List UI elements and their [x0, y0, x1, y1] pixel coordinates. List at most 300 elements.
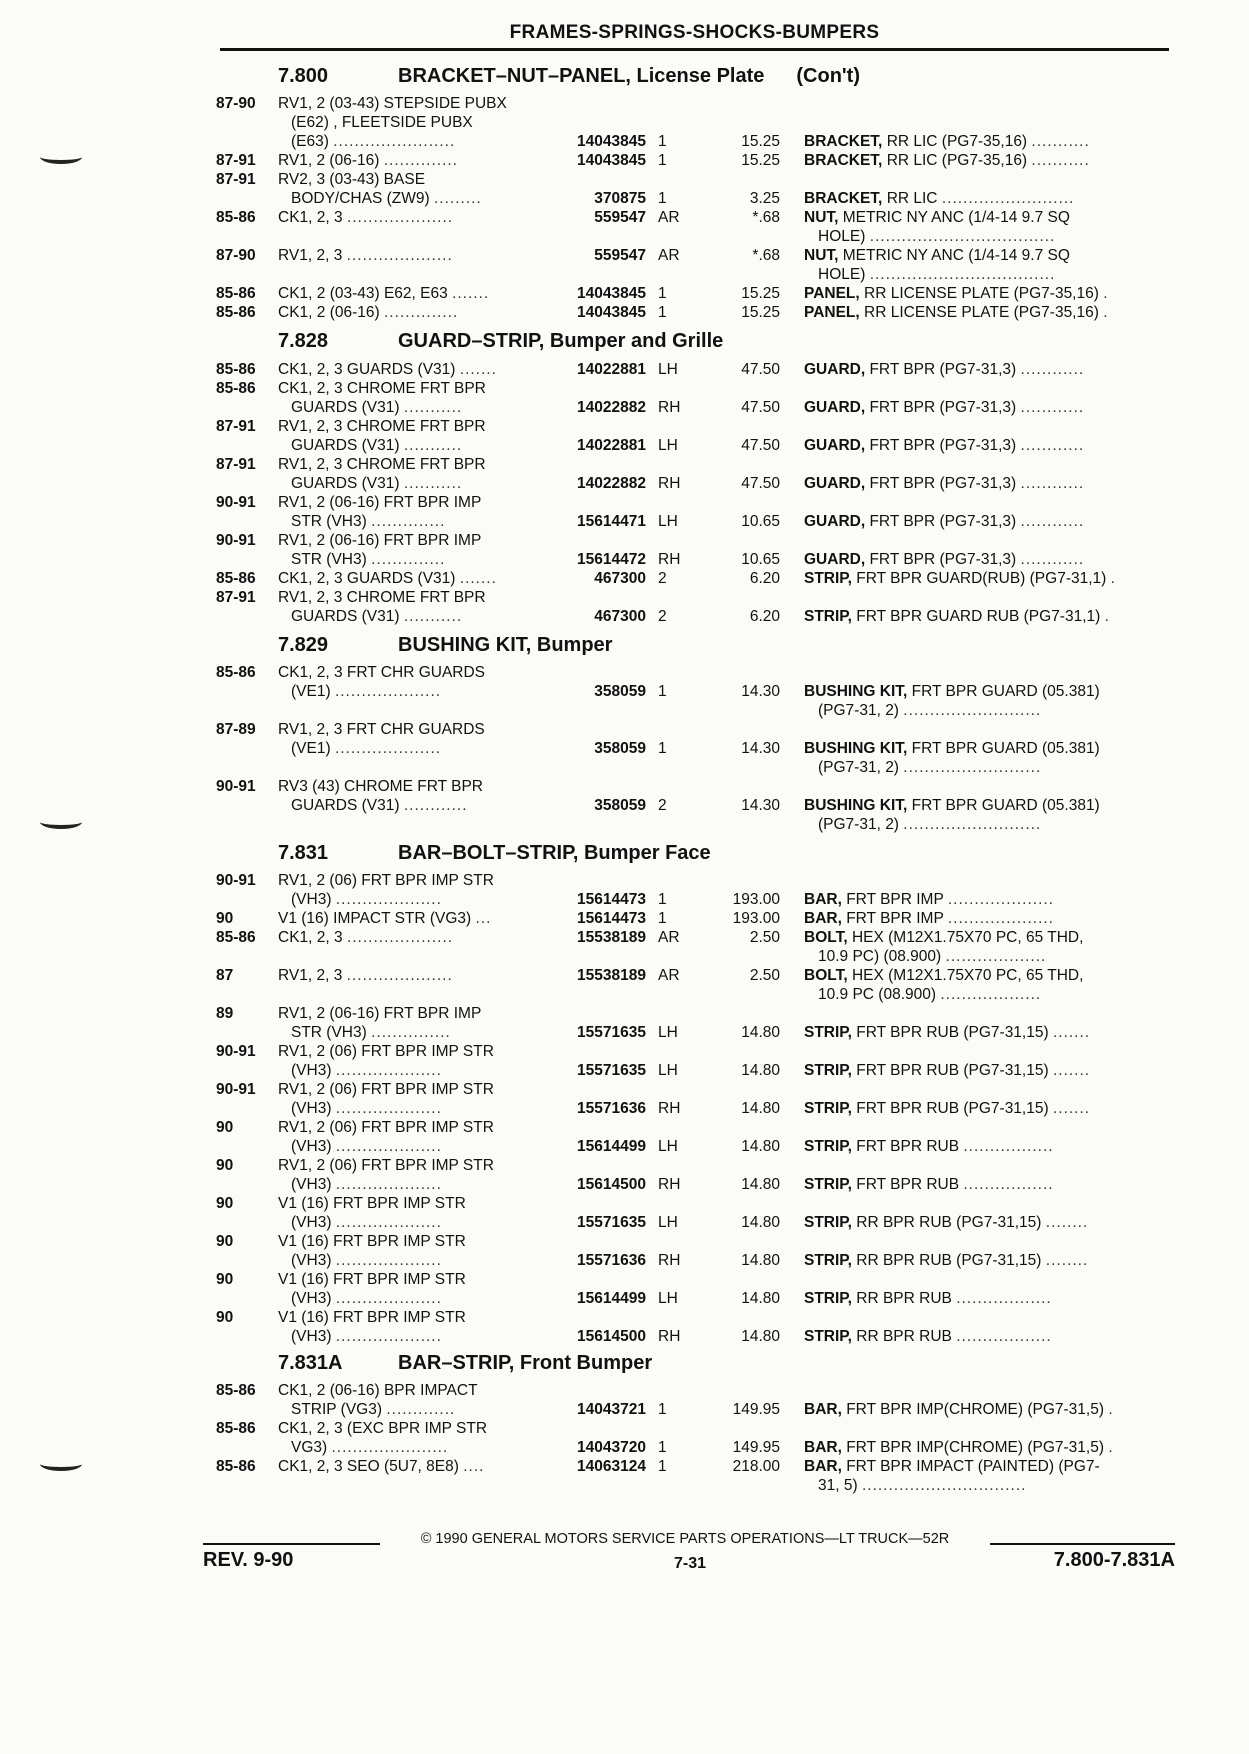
row-name: BUSHING KIT,: [804, 683, 908, 700]
row-name-detail: (PG7-31, 2): [818, 816, 899, 833]
row-year: 85-86: [216, 664, 256, 681]
header-rule: [220, 48, 1169, 51]
row-price: 10.65: [741, 551, 780, 568]
section-number: 7.831: [278, 842, 329, 864]
row-description: (VH3): [291, 1176, 332, 1193]
row-qty: AR: [658, 209, 680, 226]
row-qty: 1: [658, 133, 667, 150]
row-description: CK1, 2, 3 SEO (5U7, 8E8): [278, 1458, 459, 1475]
row-price: 14.80: [741, 1252, 780, 1269]
part-row-cont: 10.9 PC (08.900) ...................: [818, 986, 1042, 1003]
part-row: [0, 1118, 1249, 1137]
row-description: (VH3): [291, 1290, 332, 1307]
row-price: 14.30: [741, 683, 780, 700]
row-year: 87-91: [216, 418, 256, 435]
row-part-number: 370875: [594, 190, 646, 207]
row-part-number: 15614500: [577, 1328, 646, 1345]
row-year: 87-91: [216, 589, 256, 606]
row-part-number: 15571636: [577, 1100, 646, 1117]
row-name: BRACKET,: [804, 133, 883, 150]
row-description: GUARDS (V31): [291, 608, 400, 625]
row-qty: 1: [658, 1458, 667, 1475]
part-row: [0, 871, 1249, 890]
part-row-cont: GUARDS (V31) ........... 14022882 RH 47.50 GUARD, FRT BPR (PG7-31,3) ............: [291, 475, 1085, 492]
row-name: BOLT,: [804, 929, 848, 946]
row-year: 87-91: [216, 152, 256, 169]
row-name: GUARD,: [804, 399, 866, 416]
row-part-number: 14063124: [577, 1458, 646, 1475]
row-description: STR (VH3): [291, 1024, 367, 1041]
row-name: GUARD,: [804, 475, 866, 492]
row-name-detail: FRT BPR (PG7-31,3): [869, 399, 1017, 416]
row-name-detail: HEX (M12X1.75X70 PC, 65 THD,: [851, 967, 1084, 984]
row-price: 6.20: [749, 608, 780, 625]
row-name-detail: HOLE): [818, 228, 866, 245]
row-year: 85-86: [216, 304, 256, 321]
row-year: 89: [216, 1005, 234, 1022]
row-name: STRIP,: [804, 1024, 852, 1041]
row-price: 3.25: [749, 190, 780, 207]
row-year: 87-91: [216, 171, 256, 188]
part-row: 85-86 CK1, 2, 3 GUARDS (V31) ....... 14022881 LH 47.50 GUARD, FRT BPR (PG7-31,3) ............: [216, 361, 1085, 378]
row-name: BAR,: [804, 1439, 842, 1456]
row-year: 85-86: [216, 361, 256, 378]
row-name: PANEL,: [804, 304, 860, 321]
part-row: [0, 777, 1249, 796]
row-price: 149.95: [732, 1401, 780, 1418]
row-description: (VH3): [291, 1328, 332, 1345]
part-row-cont: STR (VH3) .............. 15614471 LH 10.65 GUARD, FRT BPR (PG7-31,3) ............: [291, 513, 1085, 530]
row-qty: AR: [658, 967, 680, 984]
part-row: [0, 531, 1249, 550]
row-part-number: 15614473: [577, 891, 646, 908]
row-description: CK1, 2, 3 GUARDS (V31): [278, 570, 456, 587]
section-number: 7.829: [278, 634, 329, 656]
row-name-detail: FRT BPR (PG7-31,3): [869, 513, 1017, 530]
row-year: 90-91: [216, 532, 256, 549]
row-qty: LH: [658, 361, 678, 378]
row-description: RV1, 2 (06) FRT BPR IMP STR: [278, 1081, 494, 1098]
row-price: 14.80: [741, 1176, 780, 1193]
row-name-detail: 10.9 PC) (08.900): [818, 948, 942, 965]
row-name-detail: FRT BPR IMP(CHROME) (PG7-31,5): [846, 1401, 1104, 1418]
part-row: [0, 417, 1249, 436]
row-description: RV1, 2, 3: [278, 967, 343, 984]
row-qty: 2: [658, 608, 667, 625]
section-heading: [278, 330, 723, 353]
row-year: 85-86: [216, 1382, 256, 1399]
row-year: 90-91: [216, 872, 256, 889]
row-part-number: 15571636: [577, 1252, 646, 1269]
part-row: [0, 1194, 1249, 1213]
row-description: GUARDS (V31): [291, 437, 400, 454]
part-row: [0, 1381, 1249, 1400]
row-name-detail: FRT BPR RUB: [856, 1176, 960, 1193]
row-description: CK1, 2 (03-43) E62, E63: [278, 285, 448, 302]
row-name: STRIP,: [804, 570, 852, 587]
row-description: RV1, 2, 3 FRT CHR GUARDS: [278, 721, 485, 738]
row-price: *.68: [752, 209, 780, 226]
row-year: 90: [216, 1271, 234, 1288]
row-year: 87-89: [216, 721, 256, 738]
row-qty: 1: [658, 285, 667, 302]
row-part-number: 358059: [594, 683, 646, 700]
row-year: 90: [216, 1119, 234, 1136]
section-title: BAR–STRIP, Front Bumper: [398, 1352, 653, 1374]
row-description: V1 (16) FRT BPR IMP STR: [278, 1271, 466, 1288]
row-part-number: 358059: [594, 797, 646, 814]
row-description: CK1, 2, 3 FRT CHR GUARDS: [278, 664, 486, 681]
row-name-detail: RR BPR RUB: [856, 1290, 952, 1307]
row-name: STRIP,: [804, 1138, 852, 1155]
row-price: 14.30: [741, 740, 780, 757]
row-name: STRIP,: [804, 608, 852, 625]
part-row: 87 RV1, 2, 3 .................... 15538189 AR 2.50 BOLT, HEX (M12X1.75X70 PC, 65 THD,: [216, 967, 1084, 984]
row-name: PANEL,: [804, 285, 860, 302]
row-name-detail: RR BPR RUB (PG7-31,15): [856, 1214, 1042, 1231]
row-price: 2.50: [749, 967, 780, 984]
part-row: 85-86 CK1, 2 (03-43) E62, E63 ....... 14043845 1 15.25 PANEL, RR LICENSE PLATE (PG7-35,16) .: [216, 285, 1109, 302]
footer-rule-left: [203, 1543, 380, 1545]
row-description: STR (VH3): [291, 551, 367, 568]
row-name-detail: FRT BPR RUB (PG7-31,15): [856, 1024, 1049, 1041]
section-number: 7.800: [278, 65, 329, 87]
row-name-detail: METRIC NY ANC (1/4-14 9.7 SQ: [842, 209, 1070, 226]
row-description: V1 (16) FRT BPR IMP STR: [278, 1195, 466, 1212]
part-row-cont: (VH3) .................... 15614500 RH 14.80 STRIP, FRT BPR RUB .................: [291, 1176, 1054, 1193]
part-row-cont: (VH3) .................... 15571636 RH 14.80 STRIP, RR BPR RUB (PG7-31,15) ........: [291, 1252, 1089, 1269]
row-description: RV1, 2 (03-43) STEPSIDE PUBX: [278, 95, 507, 112]
part-row-cont: BODY/CHAS (ZW9) ......... 370875 1 3.25 BRACKET, RR LIC .........................: [291, 190, 1075, 207]
row-qty: AR: [658, 247, 680, 264]
row-price: 15.25: [741, 133, 780, 150]
row-name-detail: FRT BPR IMP(CHROME) (PG7-31,5): [846, 1439, 1104, 1456]
row-qty: 1: [658, 304, 667, 321]
part-row: [0, 1042, 1249, 1061]
part-row-cont: 31, 5) ...............................: [818, 1477, 1027, 1494]
row-price: 15.25: [741, 285, 780, 302]
section-number: 7.828: [278, 330, 329, 352]
row-part-number: 15614471: [577, 513, 646, 530]
row-price: 15.25: [741, 304, 780, 321]
section-title: BUSHING KIT, Bumper: [398, 634, 613, 656]
row-name-detail: 10.9 PC (08.900): [818, 986, 937, 1003]
part-row: [0, 1270, 1249, 1289]
row-part-number: 14022881: [577, 361, 646, 378]
part-row-cont: [0, 113, 1249, 132]
row-qty: 2: [658, 570, 667, 587]
row-price: 14.30: [741, 797, 780, 814]
row-name-detail: RR LIC (PG7-35,16): [886, 133, 1028, 150]
row-name: BAR,: [804, 910, 842, 927]
part-row: [0, 1232, 1249, 1251]
part-row: 87-90 RV1, 2, 3 .................... 559547 AR *.68 NUT, METRIC NY ANC (1/4-14 9.7 SQ: [216, 247, 1070, 264]
row-description: (VH3): [291, 1214, 332, 1231]
row-part-number: 14022881: [577, 437, 646, 454]
row-name-detail: FRT BPR IMP: [846, 891, 944, 908]
row-description: RV1, 2 (06-16) FRT BPR IMP: [278, 532, 482, 549]
part-row-cont: STRIP (VG3) ............. 14043721 1 149.95 BAR, FRT BPR IMP(CHROME) (PG7-31,5) .: [291, 1401, 1114, 1418]
row-part-number: 14043845: [577, 152, 646, 169]
row-name: BAR,: [804, 1401, 842, 1418]
row-part-number: 14043845: [577, 304, 646, 321]
row-name-detail: RR BPR RUB (PG7-31,15): [856, 1252, 1042, 1269]
row-qty: 1: [658, 152, 667, 169]
row-qty: 1: [658, 891, 667, 908]
row-qty: LH: [658, 1024, 678, 1041]
row-qty: 1: [658, 1401, 667, 1418]
row-price: 218.00: [732, 1458, 780, 1475]
row-price: 47.50: [741, 475, 780, 492]
row-name-detail: FRT BPR GUARD (05.381): [911, 683, 1100, 700]
row-description: CK1, 2, 3 CHROME FRT BPR: [278, 380, 486, 397]
row-part-number: 14043721: [577, 1401, 646, 1418]
row-name: BUSHING KIT,: [804, 740, 908, 757]
row-price: 47.50: [741, 361, 780, 378]
part-row-cont: (PG7-31, 2) ..........................: [818, 816, 1042, 833]
row-description: V1 (16) FRT BPR IMP STR: [278, 1233, 466, 1250]
row-part-number: 15614473: [577, 910, 646, 927]
part-row-cont: GUARDS (V31) ........... 467300 2 6.20 STRIP, FRT BPR GUARD RUB (PG7-31,1) .: [291, 608, 1110, 625]
footer-revision: REV. 9-90: [203, 1549, 294, 1571]
row-price: *.68: [752, 247, 780, 264]
row-name: GUARD,: [804, 437, 866, 454]
row-year: 90-91: [216, 494, 256, 511]
part-row-cont: (VE1) .................... 358059 1 14.30 BUSHING KIT, FRT BPR GUARD (05.381): [291, 683, 1100, 700]
row-description: RV1, 2, 3 CHROME FRT BPR: [278, 418, 486, 435]
row-part-number: 559547: [594, 247, 646, 264]
part-row-cont: HOLE) ...................................: [818, 266, 1056, 283]
row-qty: LH: [658, 437, 678, 454]
row-qty: AR: [658, 929, 680, 946]
row-name: BRACKET,: [804, 152, 883, 169]
part-row: [0, 663, 1249, 682]
row-price: 10.65: [741, 513, 780, 530]
row-part-number: 15571635: [577, 1024, 646, 1041]
row-qty: 1: [658, 190, 667, 207]
row-price: 14.80: [741, 1328, 780, 1345]
part-row-cont: (VH3) .................... 15614500 RH 14.80 STRIP, RR BPR RUB ..................: [291, 1328, 1052, 1345]
part-row: 85-86 CK1, 2, 3 .................... 559547 AR *.68 NUT, METRIC NY ANC (1/4-14 9.7 SQ: [216, 209, 1070, 226]
row-name: STRIP,: [804, 1214, 852, 1231]
row-year: 87-90: [216, 247, 256, 264]
row-description: RV2, 3 (03-43) BASE: [278, 171, 426, 188]
row-description: RV1, 2 (06-16): [278, 152, 380, 169]
row-qty: 1: [658, 683, 667, 700]
row-qty: RH: [658, 1100, 681, 1117]
part-row-cont: (VH3) .................... 15614473 1 193.00 BAR, FRT BPR IMP ....................: [291, 891, 1054, 908]
row-name: STRIP,: [804, 1100, 852, 1117]
footer-page-number: 7-31: [673, 1555, 707, 1572]
row-name: GUARD,: [804, 361, 866, 378]
row-name-detail: HEX (M12X1.75X70 PC, 65 THD,: [851, 929, 1084, 946]
row-description: CK1, 2 (06-16): [278, 304, 380, 321]
row-year: 90: [216, 1195, 234, 1212]
part-row-cont: (VE1) .................... 358059 1 14.30 BUSHING KIT, FRT BPR GUARD (05.381): [291, 740, 1100, 757]
row-name-detail: HOLE): [818, 266, 866, 283]
row-description: RV1, 2 (06) FRT BPR IMP STR: [278, 1157, 494, 1174]
part-row-cont: 10.9 PC) (08.900) ...................: [818, 948, 1047, 965]
row-description: (VE1): [291, 740, 331, 757]
row-name-detail: FRT BPR (PG7-31,3): [869, 361, 1017, 378]
section-heading: [278, 65, 860, 88]
row-description: GUARDS (V31): [291, 399, 400, 416]
part-row: [0, 1156, 1249, 1175]
row-part-number: 15614472: [577, 551, 646, 568]
part-row-cont: GUARDS (V31) ............ 358059 2 14.30 BUSHING KIT, FRT BPR GUARD (05.381): [291, 797, 1100, 814]
row-qty: 2: [658, 797, 667, 814]
row-name-detail: FRT BPR GUARD (05.381): [911, 740, 1100, 757]
part-row: [0, 1308, 1249, 1327]
row-name-detail: FRT BPR RUB (PG7-31,15): [856, 1100, 1049, 1117]
row-qty: LH: [658, 1062, 678, 1079]
row-year: 85-86: [216, 380, 256, 397]
row-year: 87-91: [216, 456, 256, 473]
section-heading: [278, 842, 711, 865]
row-qty: RH: [658, 475, 681, 492]
section-heading: [278, 634, 612, 657]
part-row: [0, 94, 1249, 113]
row-name-detail: FRT BPR RUB: [856, 1138, 960, 1155]
part-row: [0, 379, 1249, 398]
row-name: BAR,: [804, 891, 842, 908]
row-name-detail: FRT BPR RUB (PG7-31,15): [856, 1062, 1049, 1079]
row-description: VG3): [291, 1439, 328, 1456]
row-description: (VH3): [291, 1252, 332, 1269]
row-year: 85-86: [216, 1458, 256, 1475]
row-part-number: 15571635: [577, 1214, 646, 1231]
part-row: [0, 720, 1249, 739]
row-qty: LH: [658, 1138, 678, 1155]
row-qty: 1: [658, 1439, 667, 1456]
row-qty: LH: [658, 513, 678, 530]
row-price: 149.95: [732, 1439, 780, 1456]
footer-rule-right: [990, 1543, 1175, 1545]
header-title: FRAMES-SPRINGS-SHOCKS-BUMPERS: [509, 22, 880, 43]
row-name: GUARD,: [804, 513, 866, 530]
row-name-detail: 31, 5): [818, 1477, 858, 1494]
footer-section-range: 7.800-7.831A: [1053, 1549, 1175, 1571]
row-year: 90: [216, 1233, 234, 1250]
part-row-cont: (E63) ....................... 14043845 1 15.25 BRACKET, RR LIC (PG7-35,16) ...........: [291, 133, 1090, 150]
row-part-number: 15538189: [577, 967, 646, 984]
part-row-cont: STR (VH3) .............. 15614472 RH 10.65 GUARD, FRT BPR (PG7-31,3) ............: [291, 551, 1085, 568]
row-qty: RH: [658, 551, 681, 568]
row-name: STRIP,: [804, 1252, 852, 1269]
part-row-cont: (PG7-31, 2) ..........................: [818, 702, 1042, 719]
row-part-number: 15538189: [577, 929, 646, 946]
row-name-detail: RR BPR RUB: [856, 1328, 952, 1345]
row-description: CK1, 2, 3: [278, 209, 343, 226]
section-heading: [278, 1352, 652, 1375]
footer-copyright: © 1990 GENERAL MOTORS SERVICE PARTS OPERATIONS—LT TRUCK—52R: [420, 1531, 950, 1547]
row-name-detail: RR LICENSE PLATE (PG7-35,16): [864, 304, 1099, 321]
row-description: CK1, 2, 3 (EXC BPR IMP STR: [278, 1420, 488, 1437]
row-price: 14.80: [741, 1100, 780, 1117]
part-row-cont: GUARDS (V31) ........... 14022882 RH 47.50 GUARD, FRT BPR (PG7-31,3) ............: [291, 399, 1085, 416]
page-header: [220, 22, 1169, 44]
row-description: RV1, 2, 3: [278, 247, 343, 264]
row-name-detail: RR LICENSE PLATE (PG7-35,16): [864, 285, 1099, 302]
row-description: STRIP (VG3): [291, 1401, 383, 1418]
row-description: RV1, 2, 3 CHROME FRT BPR: [278, 589, 486, 606]
row-price: 14.80: [741, 1214, 780, 1231]
row-description: (E63): [291, 133, 329, 150]
part-row-cont: VG3) ...................... 14043720 1 149.95 BAR, FRT BPR IMP(CHROME) (PG7-31,5) .: [291, 1439, 1114, 1456]
part-row-cont: (VH3) .................... 15614499 LH 14.80 STRIP, FRT BPR RUB .................: [291, 1138, 1054, 1155]
row-qty: RH: [658, 1252, 681, 1269]
row-description: CK1, 2, 3: [278, 929, 343, 946]
row-description: RV3 (43) CHROME FRT BPR: [278, 778, 483, 795]
row-name: BUSHING KIT,: [804, 797, 908, 814]
section-title: GUARD–STRIP, Bumper and Grille: [398, 330, 724, 352]
part-row: 85-86 CK1, 2, 3 SEO (5U7, 8E8) .... 14063124 1 218.00 BAR, FRT BPR IMPACT (PAINTED) (PG7-: [216, 1458, 1100, 1475]
part-row-cont: HOLE) ...................................: [818, 228, 1056, 245]
part-row: [0, 455, 1249, 474]
section-title: BAR–BOLT–STRIP, Bumper Face: [398, 842, 711, 864]
row-name-detail: RR LIC (PG7-35,16): [886, 152, 1028, 169]
part-row: [0, 1419, 1249, 1438]
row-year: 85-86: [216, 929, 256, 946]
row-part-number: 15614499: [577, 1290, 646, 1307]
section-number: 7.831A: [278, 1352, 343, 1374]
row-qty: RH: [658, 399, 681, 416]
row-price: 14.80: [741, 1062, 780, 1079]
row-year: 90-91: [216, 1081, 256, 1098]
row-name: NUT,: [804, 247, 839, 264]
section-suffix: (Con't): [796, 65, 861, 87]
row-qty: 1: [658, 740, 667, 757]
row-name: STRIP,: [804, 1062, 852, 1079]
row-qty: LH: [658, 1214, 678, 1231]
row-name: STRIP,: [804, 1176, 852, 1193]
row-part-number: 467300: [594, 570, 646, 587]
part-row-cont: GUARDS (V31) ........... 14022881 LH 47.50 GUARD, FRT BPR (PG7-31,3) ............: [291, 437, 1085, 454]
row-name-detail: FRT BPR GUARD RUB (PG7-31,1): [856, 608, 1101, 625]
row-description: RV1, 2 (06) FRT BPR IMP STR: [278, 872, 494, 889]
row-name: NUT,: [804, 209, 839, 226]
row-part-number: 467300: [594, 608, 646, 625]
row-year: 85-86: [216, 285, 256, 302]
row-year: 85-86: [216, 1420, 256, 1437]
row-description: (VH3): [291, 891, 332, 908]
row-qty: LH: [658, 1290, 678, 1307]
row-part-number: 14043720: [577, 1439, 646, 1456]
row-price: 6.20: [749, 570, 780, 587]
part-row-cont: (VH3) .................... 15571635 LH 14.80 STRIP, RR BPR RUB (PG7-31,15) ........: [291, 1214, 1089, 1231]
row-year: 85-86: [216, 209, 256, 226]
row-name-detail: (PG7-31, 2): [818, 759, 899, 776]
row-description: RV1, 2 (06-16) FRT BPR IMP: [278, 494, 482, 511]
part-row: [0, 170, 1249, 189]
row-price: 47.50: [741, 399, 780, 416]
row-qty: RH: [658, 1328, 681, 1345]
row-description: RV1, 2 (06) FRT BPR IMP STR: [278, 1119, 494, 1136]
row-name-detail: FRT BPR GUARD(RUB) (PG7-31,1): [856, 570, 1107, 587]
row-description: (VH3): [291, 1100, 332, 1117]
row-name: BAR,: [804, 1458, 842, 1475]
row-year: 87-90: [216, 95, 256, 112]
row-name: BOLT,: [804, 967, 848, 984]
row-description: RV1, 2 (06-16) FRT BPR IMP: [278, 1005, 482, 1022]
row-name-detail: FRT BPR IMPACT (PAINTED) (PG7-: [846, 1458, 1100, 1475]
row-price: 47.50: [741, 437, 780, 454]
part-row: 85-86 CK1, 2, 3 GUARDS (V31) ....... 467300 2 6.20 STRIP, FRT BPR GUARD(RUB) (PG7-31,1) .: [216, 570, 1116, 587]
row-name-detail: RR LIC: [886, 190, 938, 207]
part-row: 85-86 CK1, 2, 3 .................... 15538189 AR 2.50 BOLT, HEX (M12X1.75X70 PC, 65 THD,: [216, 929, 1084, 946]
row-year: 90-91: [216, 1043, 256, 1060]
row-name-detail: FRT BPR (PG7-31,3): [869, 551, 1017, 568]
